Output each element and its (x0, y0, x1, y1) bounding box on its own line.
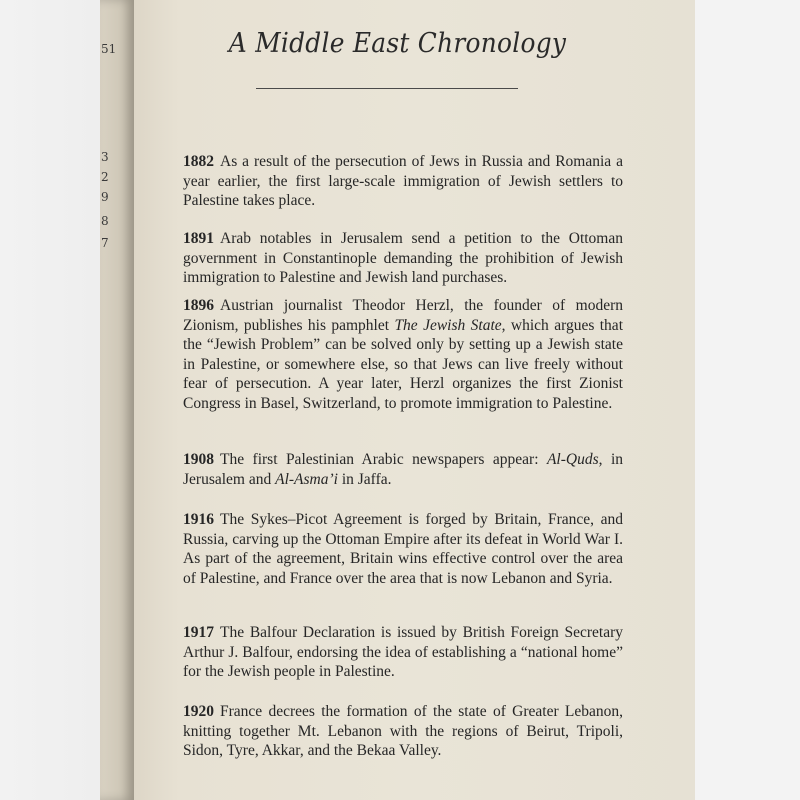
entry-year: 1908 (183, 451, 214, 468)
chronology-entry-1896 (183, 296, 623, 413)
prev-page-mark: 9 (101, 190, 109, 204)
title-divider (256, 88, 518, 89)
entry-year: 1882 (183, 153, 214, 170)
entry-text: , which argues that the “Jewish Problem” can be solved only by setting up a Jewish state in Palestine, or somewhere else, so that Jews can live freely without fear of persecution. A year later, Herzl organizes the first Zionist Congress in Basel, Switzerland, to promote immigration to Palestine. (183, 316, 623, 412)
entry-text: France decrees the formation of the state of Greater Lebanon, knitting together Mt. Lebanon with the regions of Beirut, Tripoli, Sidon, Tyre, Akkar, and the Bekaa Valley. (183, 703, 623, 759)
entry-italic-title: Al-Asma’i (275, 470, 338, 488)
chronology-entry-1908 (183, 450, 623, 489)
entry-year: 1896 (183, 297, 214, 314)
entry-year: 1891 (183, 230, 214, 247)
entry-year: 1920 (183, 703, 214, 720)
entry-text: The Sykes–Picot Agreement is forged by Britain, France, and Russia, carving up the Ottoman Empire after its defeat in World War I. As part of the agreement, Britain wins effective control over the area of Palestine, and France over the area that is now Lebanon and Syria. (183, 511, 623, 587)
entry-year: 1917 (183, 624, 214, 641)
entry-italic-title: Al-Quds (546, 451, 599, 468)
entry-text: The first Palestinian Arabic newspapers appear: (220, 451, 539, 468)
background-left (0, 0, 100, 800)
prev-page-mark: 2 (101, 170, 109, 184)
prev-page-mark: 8 (101, 214, 109, 228)
entry-year: 1916 (183, 511, 214, 528)
prev-page-mark: 3 (101, 150, 109, 164)
prev-page-mark: 51 (101, 42, 117, 56)
entry-text: , in Jerusalem and (183, 451, 623, 488)
entry-text: in Jaffa. (341, 470, 392, 488)
prev-page-mark: 7 (101, 236, 109, 250)
entry-text: Arab notables in Jerusalem send a petition to the Ottoman government in Constantinople demanding the prohibition of Jewish immigration to Palestine and Jewish land purchases. (183, 230, 623, 286)
chronology-entry-1882 (183, 152, 623, 211)
entry-text: The Balfour Declaration is issued by British Foreign Secretary Arthur J. Balfour, endorsing the idea of establishing a “national home” for the Jewish people in Palestine. (183, 624, 623, 680)
entry-italic-title: The Jewish State (394, 316, 502, 334)
background-right (695, 0, 800, 800)
page-title: A Middle East Chronology (228, 28, 567, 59)
chronology-entry-1920 (183, 702, 623, 761)
chronology-entry-1916 (183, 510, 623, 588)
chronology-entry-1917 (183, 623, 623, 682)
previous-page-edge (100, 0, 134, 800)
chronology-entry-1891 (183, 229, 623, 288)
entry-text: Austrian journalist Theodor Herzl, the founder of modern Zionism, publishes his pamphlet (183, 297, 623, 334)
entry-text: As a result of the persecution of Jews in Russia and Romania a year earlier, the first large-scale immigration of Jewish settlers to Palestine takes place. (183, 153, 623, 209)
